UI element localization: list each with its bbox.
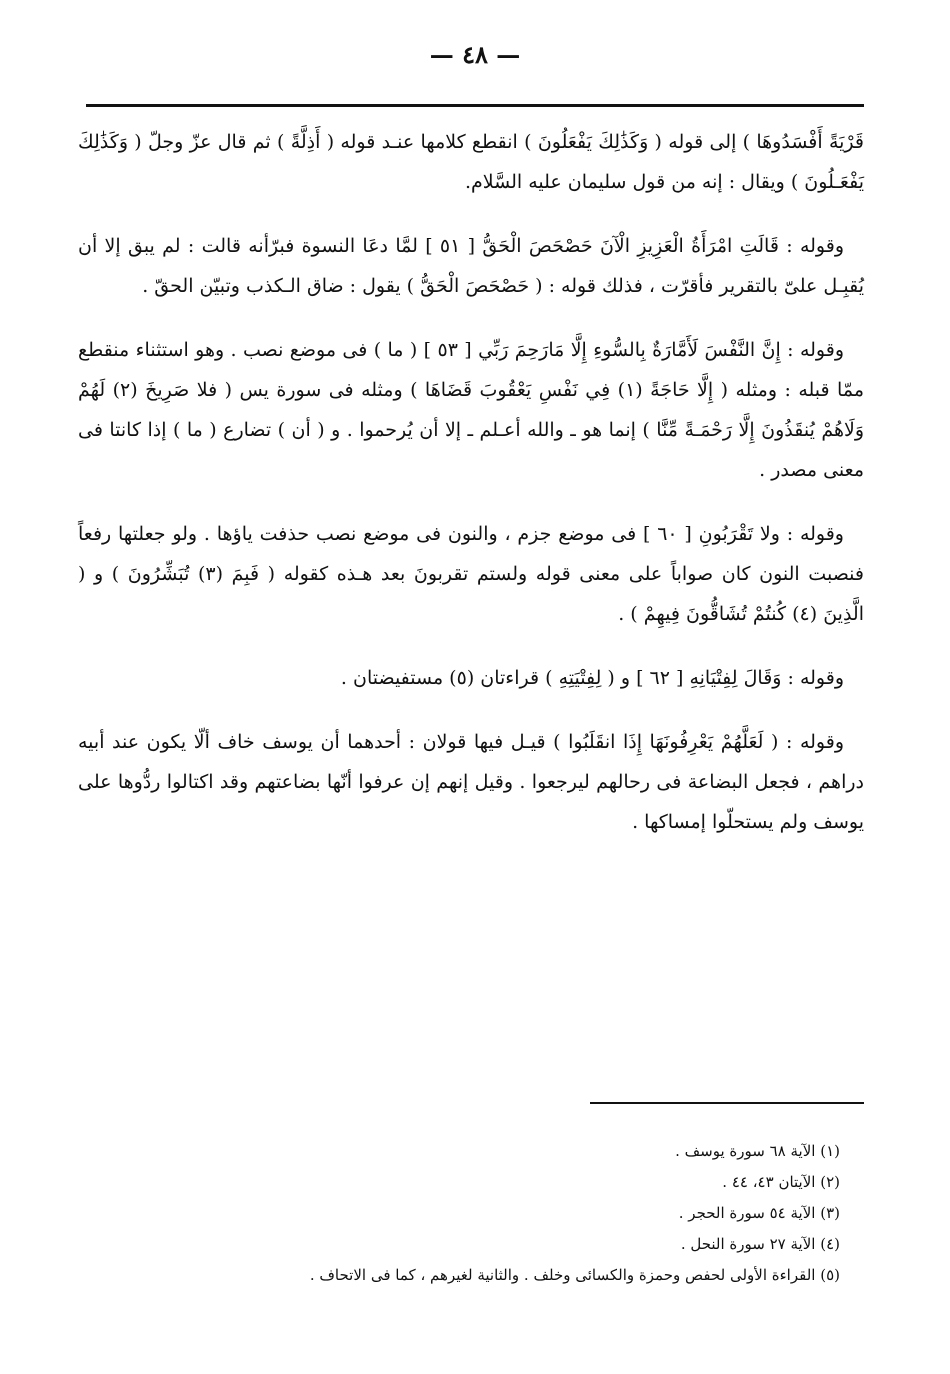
footnote-rule xyxy=(590,1102,864,1104)
paragraph: وقوله : ( لَعَلَّهُمْ يَعْرِفُونَهَا إِذَا انقَلَبُوا ) قيـل فيها قولان : أحدهما أن يوسف خاف ألّا يكون عند أبيه دراهم ، فجعل البضاعة فى رحالهم ليرجعوا . وقيل إنهم إن عرفوا أنّها بضاعتهم وقد اكتالوا ردُّوها على يوسف ولم يستحلّوا إمساكها . xyxy=(78,731,864,833)
footnote: (٤) الآية ٢٧ سورة النحل . xyxy=(680,1235,840,1253)
paragraph: وقوله : ولا تَقْرَبُونِ [ ٦٠ ] فى موضع جزم ، والنون فى موضع نصب حذفت ياؤها . ولو جعلتها رفعاً فنصبت النون كان صواباً على معنى قوله ولستم تقربونَ بعد هـذه كقوله ( فَبِمَ (٣) تُبَشِّرُونَ ) و ( الَّذِينَ (٤) كُنتُمْ تُشَاقُّونَ فِيهِمْ ) . xyxy=(78,523,864,625)
footnote: (١) الآية ٦٨ سورة يوسف . xyxy=(675,1142,840,1160)
header-rule xyxy=(86,104,864,107)
page-number: — ٤٨ — xyxy=(429,40,521,69)
footnote: (٣) الآية ٥٤ سورة الحجر . xyxy=(678,1204,840,1222)
paragraph: وقوله : إِنَّ النَّفْسَ لَأَمَّارَةٌ بِالسُّوءِ إِلَّا مَارَحِمَ رَبِّي [ ٥٣ ] ( ما ) فى موضع نصب . وهو استثناء منقطع ممّا قبله : ومثله ( إِلَّا حَاجَةً (١) فِي نَفْسِ يَعْقُوبَ قَضَاهَا ) ومثله فى سورة يس ( فلا صَرِيخَ (٢) لَهُمْ وَلَاهُمْ يُنقَذُونَ إِلَّا رَحْمَـةً مِّنَّا ) إنما هو ـ والله أعـلم ـ إلا أن يُرحموا . و ( أن ) تضارع ( ما ) إذا كانتا فى معنى مصدر . xyxy=(78,339,864,481)
paragraph: قَرْيَةً أَفْسَدُوهَا ) إلى قوله ( وَكَذَٰلِكَ يَفْعَلُونَ ) انقطع كلامها عنـد قوله ( أَذِلَّةً ) ثم قال عزّ وجلّ ( وَكَذَٰلِكَ يَفْعَـلُونَ ) ويقال : إنه من قول سليمان عليه السَّلام. xyxy=(78,131,864,193)
footnote: (٢) الآيتان ٤٣، ٤٤ . xyxy=(722,1173,840,1191)
main-text xyxy=(78,122,864,866)
footnote: (٥) القراءة الأولى لحفص وحمزة والكسائى وخلف . والثانية لغيرهم ، كما فى الاتحاف . xyxy=(309,1266,840,1284)
paragraph: وقوله : وَقَالَ لِفِتْيَانِهِ [ ٦٢ ] و ( لِفِتْيَتِهِ ) قراءتان (٥) مستفيضتان . xyxy=(340,667,844,689)
footnotes xyxy=(200,1136,840,1291)
paragraph: وقوله : قَالَتِ امْرَأَةُ الْعَزِيزِ الْآنَ حَصْحَصَ الْحَقُّ [ ٥١ ] لمَّا دعَا النسوة فبرّأنه قالت : لم يبق إلا أن يُقبِـل علىّ بالتقرير فأقرّت ، فذلك قوله : ( حَصْحَصَ الْحَقُّ ) يقول : ضاق الـكذب وتبيّن الحقّ . xyxy=(78,235,864,297)
